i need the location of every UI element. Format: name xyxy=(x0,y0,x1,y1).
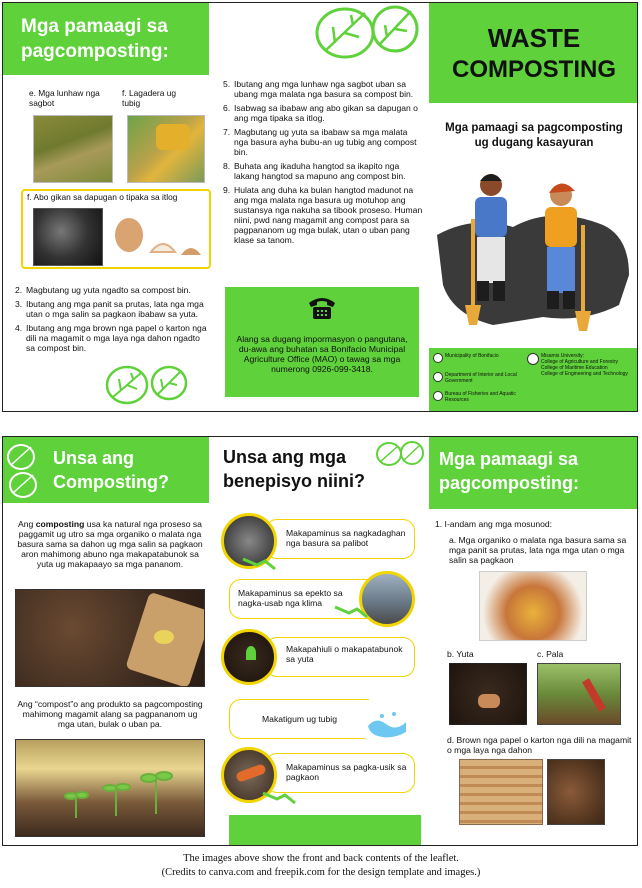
front-middle-steps xyxy=(223,79,423,249)
step-item: 8. Buhata ang ikaduha hangtod sa ikapito nga lakang hangtod sa mapuno ang compost bin. xyxy=(223,161,406,181)
item-b-label: b. Yuta xyxy=(447,649,474,659)
shovel-photo xyxy=(537,663,621,725)
front-left-header xyxy=(3,3,209,75)
item-f-water-label: f. Lagadera ug tubig xyxy=(122,88,177,108)
back-right-header xyxy=(429,437,638,509)
step-item: 7. Magbutang ug yuta sa ibabaw sa mga malata nga basura ayha bubu-an ug tubig ang compost bin. xyxy=(223,127,417,157)
cardboard-photo xyxy=(459,759,543,825)
benefit-text: Makatigum ug tubig xyxy=(262,714,337,724)
contact-text: Alang sa dugang impormasyon o pangutana, du-awa ang buhatan sa Bonifacio Municipal Agriculture Office (MAO) o tawag sa mga numerong 0926-099-3418. xyxy=(236,334,408,374)
item-d-label: d. Brown nga papel o karton nga dili na magamit o mga laya nga dahon xyxy=(447,735,632,755)
back-right-title: Mga pamaagi sa pagcomposting: xyxy=(439,449,579,493)
arrow-down-icon xyxy=(333,605,369,624)
leaf-icon xyxy=(311,3,421,70)
back-middle-title: Unsa ang mga benepisyo niini? xyxy=(223,447,366,491)
watering-can-photo xyxy=(127,115,205,183)
step-item: 2. Magbutang ug yuta ngadto sa compost bin. xyxy=(15,285,191,295)
step-1-label: 1. I-andam ang mga mosunod: xyxy=(435,519,553,529)
back-left-title: Unsa ang Composting? xyxy=(53,448,169,492)
organic-waste-photo xyxy=(479,571,587,641)
logo-municipality: Municipality of Bonifacio xyxy=(445,353,499,359)
eggshell-photo xyxy=(111,215,207,263)
front-left-title: Mga pamaagi sa pagcomposting: xyxy=(21,16,169,62)
step-item: 4. Ibutang ang mga brown nga papel o karton nga dili na magamit o mga laya nga dahon ngadto sa compost bin. xyxy=(15,323,207,353)
bfar-seal-icon xyxy=(433,391,443,401)
step-item: 9. Hulata ang duha ka bulan hangtod madunot na ang mga malata nga basura ug motuhop ang sustansya nga nakuha sa tibook proseso. Human niini, pwd nang magamit ang compost para sa pagpananom ug mga bulak, utan o uban pang klase sa tanom. xyxy=(223,185,423,245)
soil-compost-photo xyxy=(15,589,205,687)
benefit-text: Makapaminus sa pagka-usik sa pagkaon xyxy=(286,762,407,782)
leaf-icon xyxy=(103,363,193,412)
soil-hands-photo xyxy=(221,629,277,685)
step-item: 5. Ibutang ang mga lunhaw nga sagbot uban sa ubang mga malata nga basura sa compost bin. xyxy=(223,79,414,99)
municipality-seal-icon xyxy=(433,353,443,363)
benefit-card xyxy=(229,699,379,739)
front-right-header xyxy=(429,3,638,103)
water-splash-photo xyxy=(359,693,415,749)
soil-photo xyxy=(449,663,527,725)
leaf-icon xyxy=(5,441,41,506)
benefit-text: Makapaminus sa nagkadaghan nga basura sa palibot xyxy=(286,528,406,548)
figure-caption-line-2: (Credits to canva.com and freepik.com for the design template and images.) xyxy=(161,867,481,878)
step-item: 3. Ibutang ang mga panit sa prutas, lata nga mga utan o mga salin sa pagkaon ibabaw sa yuta. xyxy=(15,299,204,319)
logo-dilg: Department of Interior and Local Government xyxy=(445,372,517,384)
contact-box xyxy=(225,287,419,397)
university-seal-icon xyxy=(527,353,539,365)
cover-title-line1: WASTE xyxy=(487,23,581,53)
partner-logos xyxy=(429,348,638,412)
item-c-label: c. Pala xyxy=(537,649,564,659)
benefit-text: Makapaminus sa epekto sa nagka-usab nga klima xyxy=(238,588,343,608)
item-a-label: a. Mga organiko o malata nga basura sama sa mga panit sa prutas, lata nga mga utan o mga salin sa pagkaon xyxy=(449,535,627,565)
benefit-card xyxy=(265,753,415,793)
cover-subtitle: Mga pamaagi sa pagcomposting ug dugang kasayuran xyxy=(445,122,623,149)
item-e-label: e. Mga lunhaw nga sagbot xyxy=(29,88,100,108)
logo-university: Misamis University: College of Agriculture and Forestry College of Maritime Education College of Engineering and Technology xyxy=(541,353,628,377)
logo-bfar: Bureau of Fisheries and Aquatic Resources xyxy=(445,391,516,403)
dry-leaves-photo xyxy=(547,759,605,825)
leaflet-front xyxy=(2,2,638,412)
benefit-card xyxy=(265,637,415,677)
benefit-card xyxy=(265,519,415,559)
item-f-ash-label: f. Abo gikan sa dapugan o tipaka sa itlog xyxy=(27,192,178,202)
composting-definition: Ang composting usa ka natural nga proseso sa paggamit ug utro sa mga organiko o malata nga basura sama sa dahon ug mga salin sa pagkaon aron mahimong abuno nga makapatabunok sa yuta ug makapaayo sa mga pananom. xyxy=(17,519,203,569)
back-middle-footer-bar xyxy=(229,815,421,846)
arrow-down-icon xyxy=(241,557,277,576)
compost-product-text: Ang “compost”o ang produkto sa pagcomposting mahimong magamit alang sa pagpananom ug mga utan, bulak o uban pa. xyxy=(17,699,203,729)
ash-photo xyxy=(33,208,103,266)
gardeners-illustration xyxy=(433,155,633,346)
benefit-text: Makapahiuli o makapatabunok sa yuta xyxy=(286,644,403,664)
leaflet-back xyxy=(2,436,638,846)
telephone-icon xyxy=(307,295,337,326)
seedlings-photo xyxy=(15,739,205,837)
step-item: 6. Isabwag sa ibabaw ang abo gikan sa dapugan o ang mga tipaka sa itlog. xyxy=(223,103,418,123)
grass-photo xyxy=(33,115,113,183)
back-left-header xyxy=(3,437,209,503)
leaf-icon xyxy=(375,439,425,474)
cover-title-line2: COMPOSTING xyxy=(451,56,616,83)
figure-caption-line-1: The images above show the front and back contents of the leaflet. xyxy=(183,853,459,864)
arrow-down-icon xyxy=(261,791,297,810)
dilg-seal-icon xyxy=(433,372,443,382)
front-left-steps xyxy=(15,285,211,357)
